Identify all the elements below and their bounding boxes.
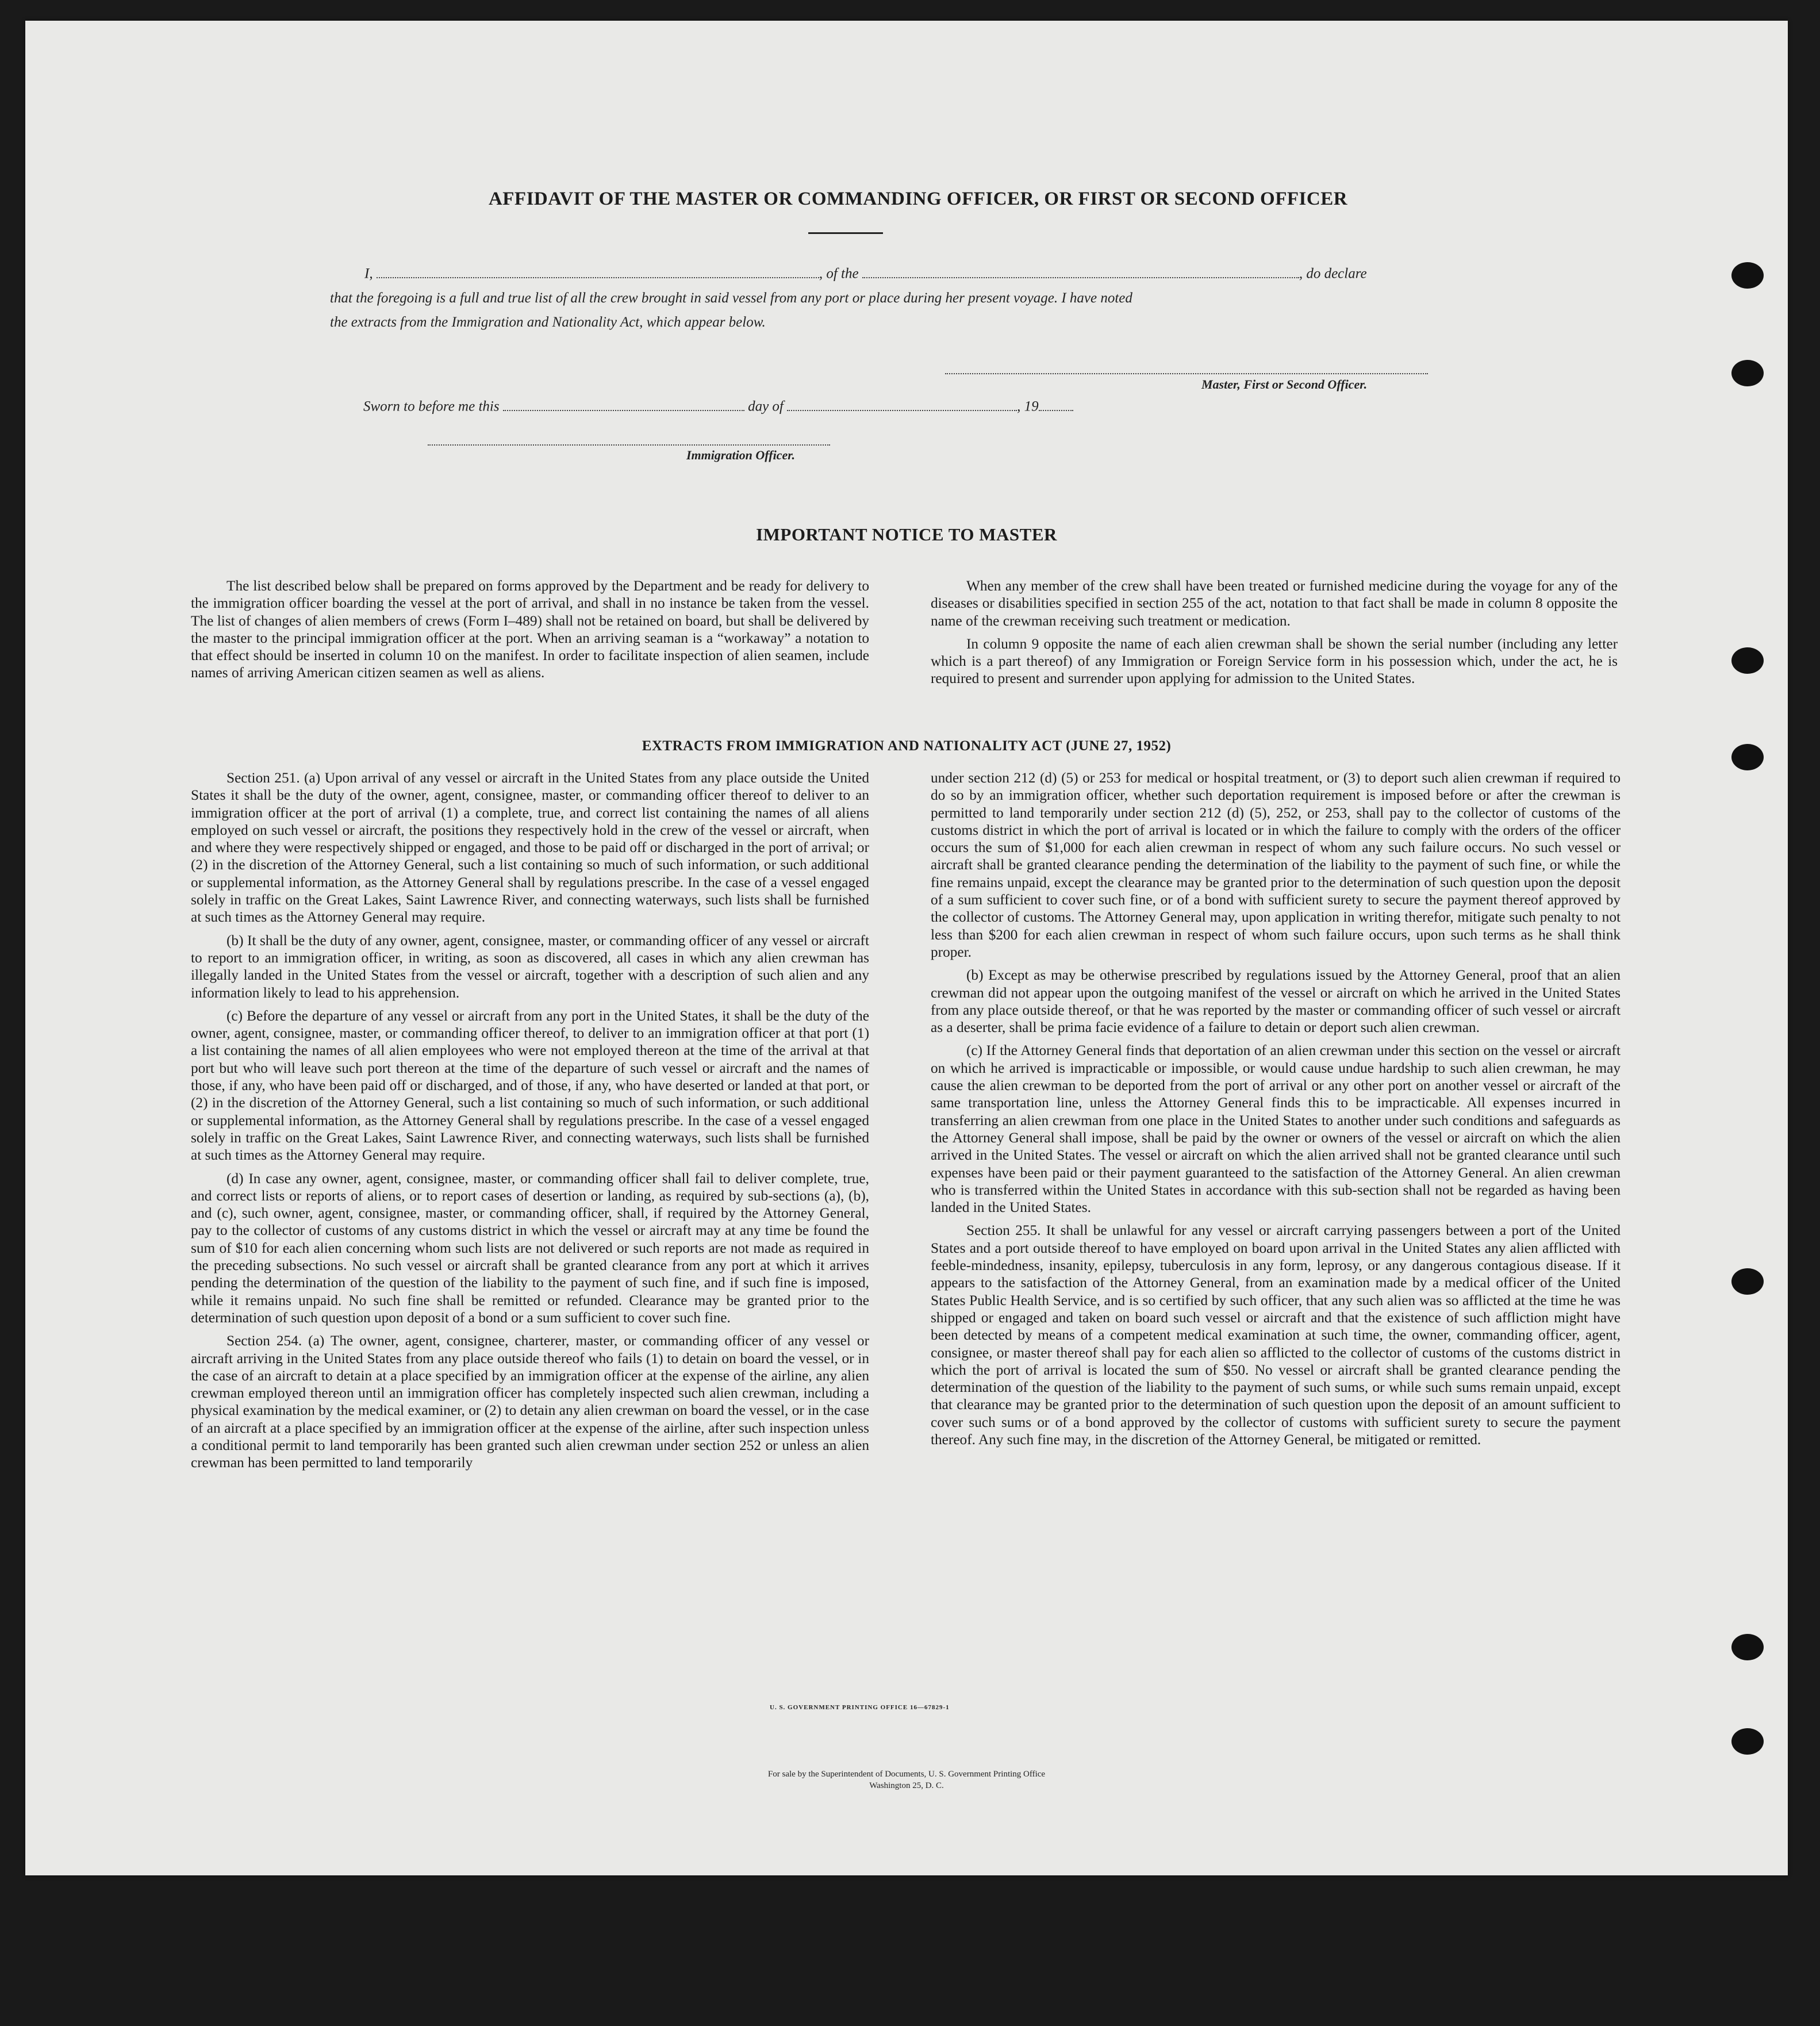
officer-signature-line[interactable] xyxy=(428,444,830,446)
notice-right-paragraph-2: In column 9 opposite the name of each alien crewman shall be shown the serial number (including any letter which is a part thereof) of any Immigration or Foreign Service form in his possession which, under the act, he is required to present and surrender upon applying for admission to the United States. xyxy=(931,635,1618,687)
document-page xyxy=(25,21,1788,1875)
section-254a-continued: under section 212 (d) (5) or 253 for medical or hospital treatment, or (3) to deport such alien crewman if required to do so by an immigration officer, whether such deportation requirement is imposed before or after the crewman is permitted to land temporarily under section 212 (d) (5), 252, or 253, shall pay to the collector of customs of the customs district in which the port of arrival is located or in which the failure to comply with the orders of the officer occurs the sum of $1,000 for each alien crewman in respect of whom any such failure occurs. No such vessel or aircraft shall be granted clearance pending the determination of the liability to the payment of such fine, or while the fine remains unpaid, except the clearance may be granted prior to the determination of such question upon the deposit of a sum sufficient to cover such fine, or of a bond with sufficient surety to secure the payment thereof approved by the collector of customs. The Attorney General may, upon application in writing therefor, mitigate such penalty to not less than $200 for each alien crewman in respect of whom such failure occurs, upon such terms as he shall think proper. xyxy=(931,770,1621,960)
section-251c: (c) Before the departure of any vessel or aircraft from any port in the United States, it shall be the duty of the owner, agent, consignee, master, or commanding officer thereof, to deliver to an immigration officer at that port (1) a list containing the names of all alien employees who were not employed thereon at the time of the arrival at that port but who will leave such port thereon at the time of the departure of such vessel or aircraft and the names of those, if any, who have been paid off or discharged, and of those, if any, who have deserted or landed at that port, or (2) in the discretion of the Attorney General, such a list containing so much of such information, or such additional or supplemental information, as the Attorney General shall by regulations prescribe. In the case of a vessel engaged solely in traffic on the Great Lakes, Saint Lawrence River, and connecting waterways, such lists shall be furnished at such times as the Attorney General may require. xyxy=(191,1007,869,1164)
section-254b: (b) Except as may be otherwise prescribed by regulations issued by the Attorney General, proof that an alien crewman did not appear upon the outgoing manifest of the vessel or aircraft on which he arrived in the United States from any place outside thereof, or that he was reported by the master or commanding officer of such vessel or aircraft as a deserter, shall be prima facie evidence of a failure to detain or deport such alien crewman. xyxy=(931,967,1621,1036)
sworn-year-field[interactable] xyxy=(1039,397,1073,411)
i-label: I, xyxy=(364,266,373,282)
of-the-label: , of the xyxy=(819,266,859,282)
do-declare-label: , do declare xyxy=(1299,266,1367,282)
punch-hole xyxy=(1731,1268,1764,1295)
year-label: , 19 xyxy=(1017,398,1039,415)
title-underline xyxy=(808,232,883,234)
sworn-label: Sworn to before me this xyxy=(363,398,500,415)
section-251b: (b) It shall be the duty of any owner, agent, consignee, master, or commanding officer of any vessel or aircraft to report to an immigration officer, in writing, as soon as discovered, all cases in which any alien crewman has illegally landed in the United States from the vessel or aircraft, together with a description of such alien and any information likely to lead to his apprehension. xyxy=(191,932,869,1001)
affidavit-title: AFFIDAVIT OF THE MASTER OR COMMANDING OFFICER, OR FIRST OR SECOND OFFICER xyxy=(488,189,1348,209)
extracts-left-column xyxy=(191,769,869,1472)
punch-hole xyxy=(1731,1728,1764,1755)
notice-left-column xyxy=(191,577,869,682)
section-254c: (c) If the Attorney General finds that deportation of an alien crewman under this section on the vessel or aircraft on which he arrived is impracticable or impossible, or would cause undue hardship to such alien crewman, he may cause the alien crewman to be deported from the port of arrival or any other port on another vessel or aircraft of the same transportation line, unless the Attorney General finds this to be impracticable. All expenses incurred in transferring an alien crewman from one place in the United States to another under such conditions and safeguards as the Attorney General shall impose, shall be paid by the owner or owners of the vessel or aircraft on which the alien arrived in the United States. The vessel or aircraft on which the alien arrived shall not be granted clearance until such expenses have been paid or their payment guaranteed to the satisfaction of the Attorney General. An alien crewman who is transferred within the United States in accordance with this sub-section shall not be regarded as having been landed in the United States. xyxy=(931,1042,1621,1216)
sale-line-2: Washington 25, D. C. xyxy=(869,1781,944,1790)
notice-title: IMPORTANT NOTICE TO MASTER xyxy=(756,524,1057,544)
day-of-label: day of xyxy=(748,398,784,415)
declaration-line xyxy=(364,264,1457,282)
declaration-text-3: the extracts from the Immigration and Nationality Act, which appear below. xyxy=(330,314,766,330)
punch-hole xyxy=(1731,262,1764,289)
sworn-month-field[interactable] xyxy=(787,397,1017,411)
immigration-officer-label: Immigration Officer. xyxy=(686,448,796,462)
section-251a: Section 251. (a) Upon arrival of any vessel or aircraft in the United States from any place outside the United States it shall be the duty of the owner, agent, consignee, master, or commanding officer thereof to deliver to an immigration officer at the port of arrival (1) a complete, true, and correct list containing the names of all aliens employed on such vessel or aircraft, the positions they respectively hold in the crew of the vessel or aircraft, when and where they were respectively shipped or engaged, and those to be paid off or discharged in the port of arrival; or (2) in the discretion of the Attorney General, such a list containing so much of such information, or such additional or supplemental information, as the Attorney General shall by regulations prescribe. In the case of a vessel engaged solely in traffic on the Great Lakes, Saint Lawrence River, and connecting waterways, such lists shall be furnished at such times as the Attorney General may require. xyxy=(191,770,869,926)
sworn-day-field[interactable] xyxy=(503,397,744,411)
punch-hole xyxy=(1731,1634,1764,1660)
master-signature-line[interactable] xyxy=(945,373,1428,374)
notice-left-paragraph: The list described below shall be prepared on forms approved by the Department and be ready for delivery to the immigration officer boarding the vessel at the port of arrival, and shall in no instance be taken from the vessel. The list of changes of alien members of crews (Form I–489) shall not be retained on board, but shall be delivered by the master to the principal immigration officer at the port. When an arriving seaman is a “workaway” a notation to that effect should be inserted in column 10 on the manifest. In order to facilitate inspection of alien seamen, include names of arriving American citizen seamen as well as aliens. xyxy=(191,578,869,681)
sworn-line xyxy=(363,397,1073,415)
sale-line-1: For sale by the Superintendent of Documents, U. S. Government Printing Office xyxy=(767,1770,1046,1779)
punch-hole xyxy=(1731,647,1764,674)
extracts-title: EXTRACTS FROM IMMIGRATION AND NATIONALITY ACT (JUNE 27, 1952) xyxy=(642,738,1172,754)
section-251d: (d) In case any owner, agent, consignee, master, or commanding officer shall fail to deliver complete, true, and correct lists or reports of aliens, or to report cases of desertion or landing, as required by sub-sections (a), (b), and (c), such owner, agent, consignee, master, or commanding officer, shall, if required by the Attorney General, pay to the collector of customs of any customs district in which the vessel or aircraft may at any time be found the sum of $10 for each alien concerning whom such lists are not delivered or such reports are not made as required in the preceding subsections. No such vessel or aircraft shall be granted clearance from any port at which it arrives pending the determination of the question of the liability to the payment of such fine, and if such fine is imposed, while it remains unpaid. No such fine shall be remitted or refunded. Clearance may be granted prior to the determination of such question upon deposit of a bond or a sum sufficient to cover such fine. xyxy=(191,1170,869,1326)
name-field[interactable] xyxy=(377,264,819,278)
section-255: Section 255. It shall be unlawful for any vessel or aircraft carrying passengers between a port of the United States and a port outside thereof to have employed on board upon arrival in the United States any alien afflicted with feeble-mindedness, insanity, epilepsy, tuberculosis in any form, leprosy, or any dangerous contagious disease. If it appears to the satisfaction of the Attorney General, from an examination made by a medical officer of the United States Public Health Service, and is so certified by such officer, that any such alien was so afflicted at the time he was shipped or engaged and taken on board such vessel or aircraft and that the existence of such affliction might have been detected by means of a competent medical examination at such time, the owner, commanding officer, agent, consignee, or master thereof shall pay for each alien so afflicted to the collector of customs of the customs district in which the port of arrival is located the sum of $50. No vessel or aircraft shall be granted clearance pending the determination of the question of the liability to the payment of such sums, or while such sums remain unpaid, except that clearance may be granted prior to the determination of such question upon the deposit of an amount sufficient to cover such sums or of a bond approved by the collector of customs with sufficient surety to secure the payment thereof. Any such fine may, in the discretion of the Attorney General, be mitigated or remitted. xyxy=(931,1222,1621,1448)
gpo-imprint: U. S. GOVERNMENT PRINTING OFFICE 16—67829-1 xyxy=(770,1704,950,1711)
section-254a: Section 254. (a) The owner, agent, consignee, charterer, master, or commanding officer of any vessel or aircraft arriving in the United States from any place outside thereof who fails (1) to detain on board the vessel, or in the case of an aircraft to detain at a place specified by an immigration officer at the expense of the airline, any alien crewman employed thereon until an immigration officer has completely inspected such alien crewman, including a physical examination by the medical examiner, or (2) to detain any alien crewman on board the vessel, or in the case of an aircraft at a place specified by an immigration officer at the expense of the airline, after such inspection unless a conditional permit to land temporarily has been granted such alien crewman under section 252 or unless an alien crewman has been permitted to land temporarily xyxy=(191,1333,869,1471)
notice-right-paragraph-1: When any member of the crew shall have been treated or furnished medicine during the voyage for any of the diseases or disabilities specified in section 255 of the act, notation to that fact shall be made in column 8 opposite the name of the crewman receiving such treatment or medication. xyxy=(931,578,1618,629)
declaration-text-2: that the foregoing is a full and true list of all the crew brought in said vessel from any port or place during her present voyage. I have noted xyxy=(330,290,1132,306)
extracts-right-column xyxy=(931,769,1621,1448)
vessel-field[interactable] xyxy=(862,264,1299,278)
notice-right-column xyxy=(931,577,1618,688)
punch-hole xyxy=(1731,360,1764,386)
master-label: Master, First or Second Officer. xyxy=(1201,377,1368,392)
